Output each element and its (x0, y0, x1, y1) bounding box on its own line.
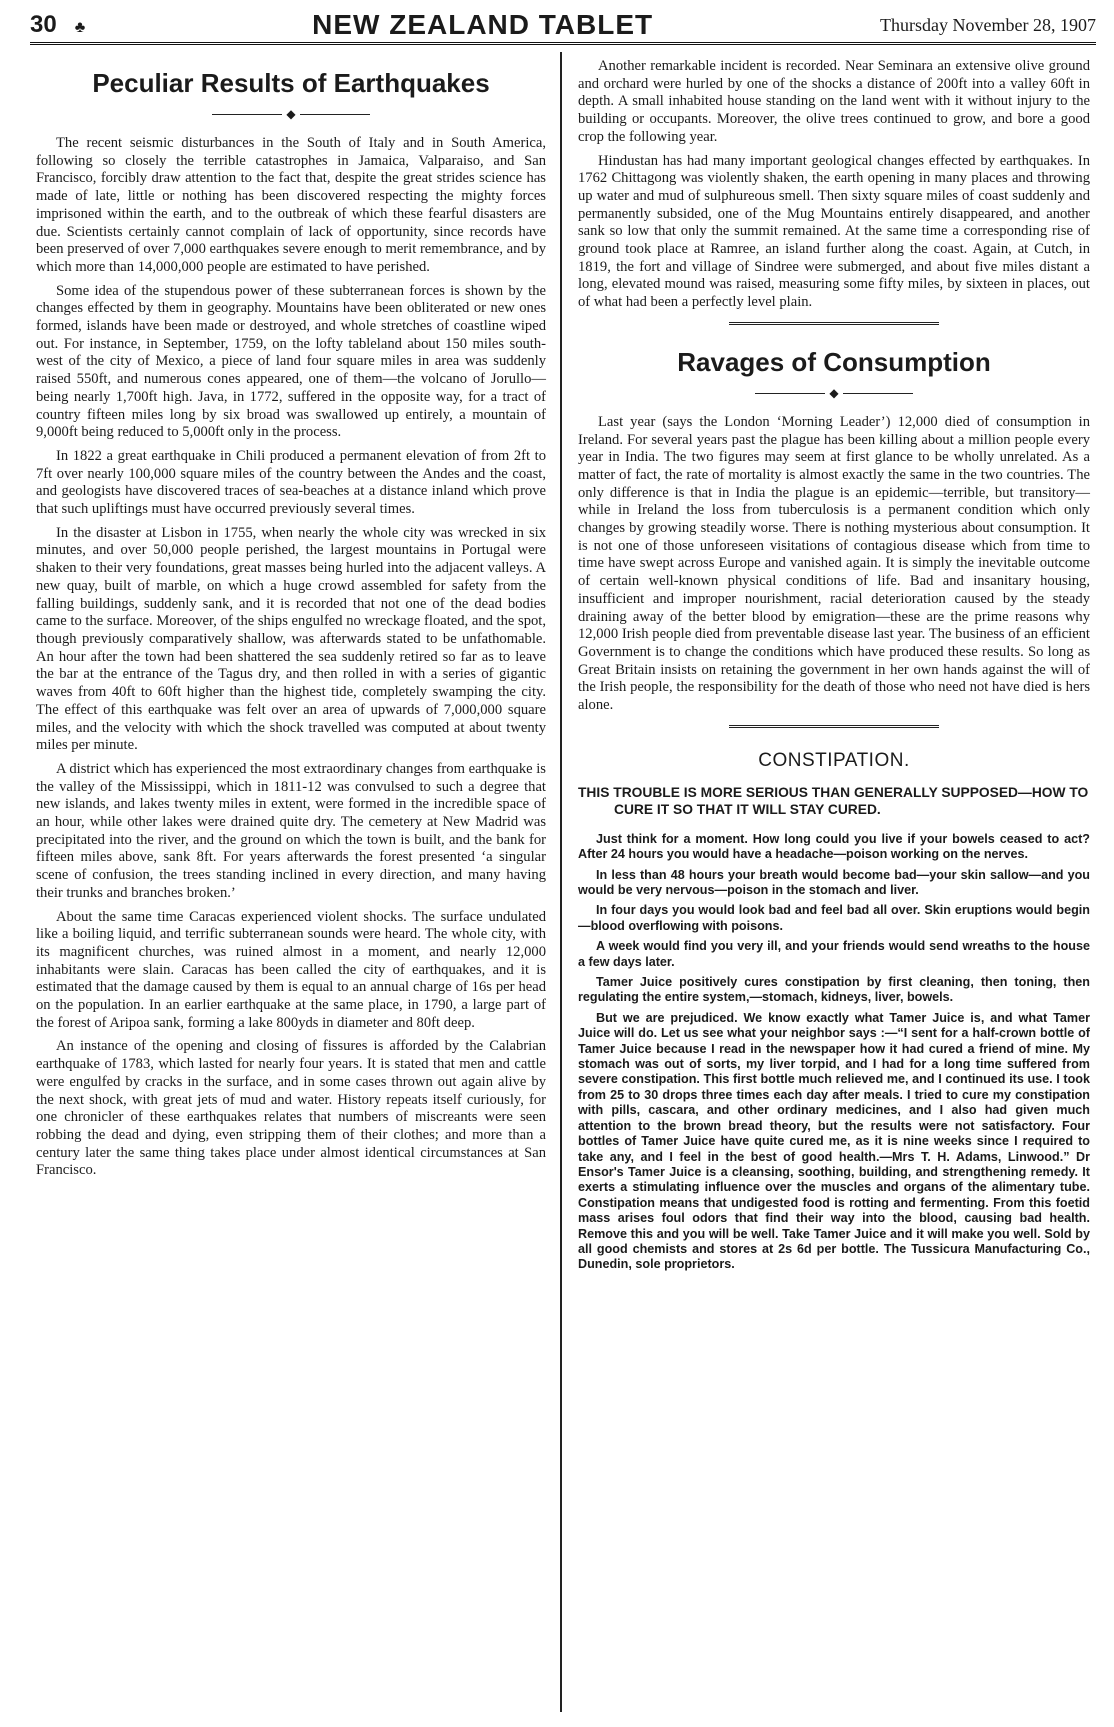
advert-paragraph: A week would find you very ill, and your friends would send wreaths to the house a few days later. (578, 939, 1090, 969)
earthquakes-continued-paragraph: Hindustan has had many important geological changes effected by earthquakes. In 1762 Chittagong was violently shaken, the earth opening in many places and throwing up water and mud of sulphureous smell. Then sixty square miles of coast suddenly and permanently subsided, one of the Mug Mountains entirely disappeared, and another sank so low that only the summit remained. At the same time a corresponding rise of ground took place at Ramree, an island further along the coast. Again, at Cutch, in 1819, the fort and village of Sindree were submerged, and about five miles distant a long, elevated mound was raised, measuring some fifty miles, by sixteen in places, out of what had been a perfectly level plain. (578, 152, 1090, 311)
earthquakes-continued (578, 58, 1090, 312)
masthead (30, 8, 1096, 45)
title-ornament (578, 384, 1090, 402)
earthquakes-title: Peculiar Results of Earthquakes (92, 68, 490, 98)
emblem-icon: ♣ (74, 19, 86, 36)
earthquakes-paragraph: Some idea of the stupendous power of these subterranean forces is shown by the changes effected by them in geography. Mountains have been obliterated or new ones formed, islands have been made or destroyed, and whole stretches of coastline wiped out. For instance, in September, 1759, on the lofty tableland about 150 miles south-west of the city of Mexico, a piece of land four square miles in area was suddenly raised 550ft, and numerous cones appeared, one of them—the volcano of Jorullo—being nearly 1,700ft high. Java, in 1772, suffered in the opposite way, for a tract of country fifteen miles long by six broad was swallowed up entirely, a mountain of 9,000ft being reduced to 5,000ft only in the process. (36, 282, 546, 441)
constipation-advert (578, 750, 1090, 1273)
consumption-article (578, 347, 1090, 715)
earthquakes-paragraph: An instance of the opening and closing of fissures is afforded by the Calabrian earthquake of 1783, which lasted for nearly four years. It is stated that men and cattle were engulfed by cracks in the surface, and in some cases thrown out again alive by the next shock, with great jets of mud and water. History repeats itself curiously, for one chronicler of these earthquakes relates that numbers of miscreants were seen robbing the dead and dying, even stripping them of their clothes; and more than a century later the same thing takes place under almost identical circumstances at San Francisco. (36, 1038, 546, 1179)
diamond-icon: ◆ (829, 385, 839, 400)
title-ornament (36, 105, 546, 123)
earthquakes-paragraph: In 1822 a great earthquake in Chili produced a permanent elevation of from 2ft to 7ft over nearly 100,000 square miles of the country between the Andes and the coast, and geologists have discovered traces of sea-beaches at a distance inland which prove that such upliftings must have occurred previously several times. (36, 447, 546, 518)
advert-paragraph: Just think for a moment. How long could you live if your bowels ceased to act? After 24 hours you would have a headache—poison working on the nerves. (578, 831, 1090, 862)
advert-paragraph: In four days you would look bad and feel bad all over. Skin eruptions would begin—blood overflowing with poisons. (578, 903, 1090, 933)
column-rule (560, 52, 562, 1712)
earthquakes-paragraph: The recent seismic disturbances in the South of Italy and in South America, following so closely the terrible catastrophes in Jamaica, Valparaiso, and San Francisco, forcibly draw attention to the fact that, despite the great strides science has made of late, little or nothing has been discovered respecting the mighty forces imprisoned within the earth, and to the outbreak of which these fearful disasters are due. Scientists certainly cannot complain of lack of opportunity, since records have been preserved of over 7,000 earthquakes severe enough to merit remembrance, and by which more than 14,000,000 people are estimated to have perished. (36, 135, 546, 275)
advert-paragraph: Tamer Juice positively cures constipation by first cleaning, then toning, then regulating the entire system,—stomach, kidneys, liver, bowels. (578, 975, 1090, 1005)
earthquakes-paragraph: A district which has experienced the most extraordinary changes from earthquake is the valley of the Mississippi, which in 1811-12 was convulsed to such a degree that new islands, and lakes twenty miles in extent, were formed in the incredible space of an hour, while other lakes were drained quite dry. The cemetery at New Madrid was precipitated into the river, and the ground on which the town is built, and the bank for fifteen miles above, sank 8ft. For years afterwards the forest presented ‘a singular scene of confusion, the trees standing inclined in every direction, and many having their trunks and branches broken.’ (36, 760, 546, 901)
advert-subtitle: THIS TROUBLE IS MORE SERIOUS THAN GENERALLY SUPPOSED—HOW TO CURE IT SO THAT IT WILL STAY CURED. (578, 784, 1089, 817)
earthquakes-paragraph: About the same time Caracas experienced violent shocks. The surface undulated like a boiling liquid, and terrific subterranean sounds were heard. The whole city, with its magnificent churches, was ruined almost in a moment, and nearly 12,000 inhabitants were slain. Caracas has been called the city of earthquakes, and it is estimated that the damage caused by them is equal to an annual charge of 16s per head on the population. In an earlier earthquake at the same place, in 1790, a large part of the forest of Aripoa sank, forming a lake 800yds in diameter and 80ft deep. (36, 908, 546, 1031)
page-number-group (30, 11, 85, 39)
consumption-paragraph: Last year (says the London ‘Morning Leader’) 12,000 died of consumption in Ireland. For several years past the plague has been killing about a million people every year in India. The two figures may seem at first glance to be wholly unrelated. As a matter of fact, the rate of mortality is almost exactly the same in the two countries. The only difference is that in India the plague is an epidemic—terrible, but transitory—while in Ireland the loss from tuberculosis is a permanent condition which only changes by growing steadily worse. There is nothing mysterious about consumption. It is not one of those unforeseen visitations of contagious disease which from time to time have swept across Europe and vanished again. It is simply the inevitable outcome of certain well-known physical conditions of life. Bad and insanitary housing, insufficient and improper nourishment, racial deterioration caused by the steady draining away of the better blood by emigration—these are the prime reasons why 12,000 Irish people died from preventable disease last year. The business of an efficient Government is to change the conditions which have produced these results. So long as Great Britain insists on retaining the government in her own hands against the will of the Irish people, the responsibility for the death of those who need not have died is hers alone. (578, 413, 1090, 714)
section-divider (729, 322, 939, 325)
earthquakes-article (36, 60, 546, 1186)
issue-date: Thursday November 28, 1907 (880, 14, 1096, 35)
section-divider (729, 725, 939, 728)
advert-paragraph: In less than 48 hours your breath would become bad—your skin sallow—and you would be very nervous—poison in the stomach and liver. (578, 867, 1090, 898)
page-number: 30 (30, 11, 57, 38)
earthquakes-paragraph: In the disaster at Lisbon in 1755, when nearly the whole city was wrecked in six minutes, and over 50,000 people perished, the largest mountains in Portugal were shaken to their very foundations, great masses being hurled into the adjacent valleys. A new quay, built of marble, on which a huge crowd assembled for safety from the falling buildings, suddenly sank, and it is recorded that not one of the dead bodies came to the surface. Moreover, of the ships engulfed no wreckage floated, and the spot, though previously comparatively shallow, was afterwards stated to be unfathomable. An hour after the town had been shattered the sea suddenly retired so far as to leave the bar at the entrance of the Tagus dry, and then rolled in with a series of gigantic waves from 40ft to 60ft higher than the highest tide, completely swamping the city. The effect of this earthquake was felt over an area of upwards of 7,000,000 square miles, and the velocity with which the shock travelled was computed at about twenty miles per minute. (36, 524, 547, 754)
diamond-icon: ◆ (286, 106, 296, 121)
advert-title: CONSTIPATION. (758, 749, 910, 771)
advert-paragraph: But we are prejudiced. We know exactly what Tamer Juice is, and what Tamer Juice will do. Let us see what your neighbor says :—“I sent for a half-crown bottle of Tamer Juice because I read in the newspaper how it had cured a friend of mine. My stomach was out of sorts, my liver torpid, and I had for a long time suffered from severe constipation. This first bottle much relieved me, and I continued its use. I took from 25 to 30 drops three times each day after meals. I tried to cure my constipation with pills, cascara, and other ordinary medicines, and I also had given much attention to the brown bread theory, but the results were not satisfactory. Four bottles of Tamer Juice have quite cured me, as it is nine weeks since I required to take any, and I feel in the best of good health.—Mrs T. H. Adams, Linwood.” Dr Ensor's Tamer Juice is a cleansing, soothing, building, and strengthening remedy. It exerts a stimulating influence over the muscles and organs of the alimentary tube. Constipation means that undigested food is rotting and fermenting. From this foetid mass arises foul odors that find their way into the blood, causing bad health. Remove this and you will be well. Take Tamer Juice and it will make you well. Sold by all good chemists and stores at 2s 6d per bottle. The Tussicura Manufacturing Co., Dunedin, sole proprietors. (578, 1010, 1090, 1272)
paper-title: NEW ZEALAND TABLET (312, 9, 654, 40)
right-column (578, 58, 1090, 1278)
consumption-title: Ravages of Consumption (677, 346, 991, 377)
earthquakes-continued-paragraph: Another remarkable incident is recorded. Near Seminara an extensive olive ground and orchard were hurled by one of the shocks a distance of 200ft into a valley 60ft in depth. A small inhabited house standing on the land went with it without injury to the building or occupants. Moreover, the olive trees continued to grow, and bore a good crop the following year. (578, 58, 1090, 145)
